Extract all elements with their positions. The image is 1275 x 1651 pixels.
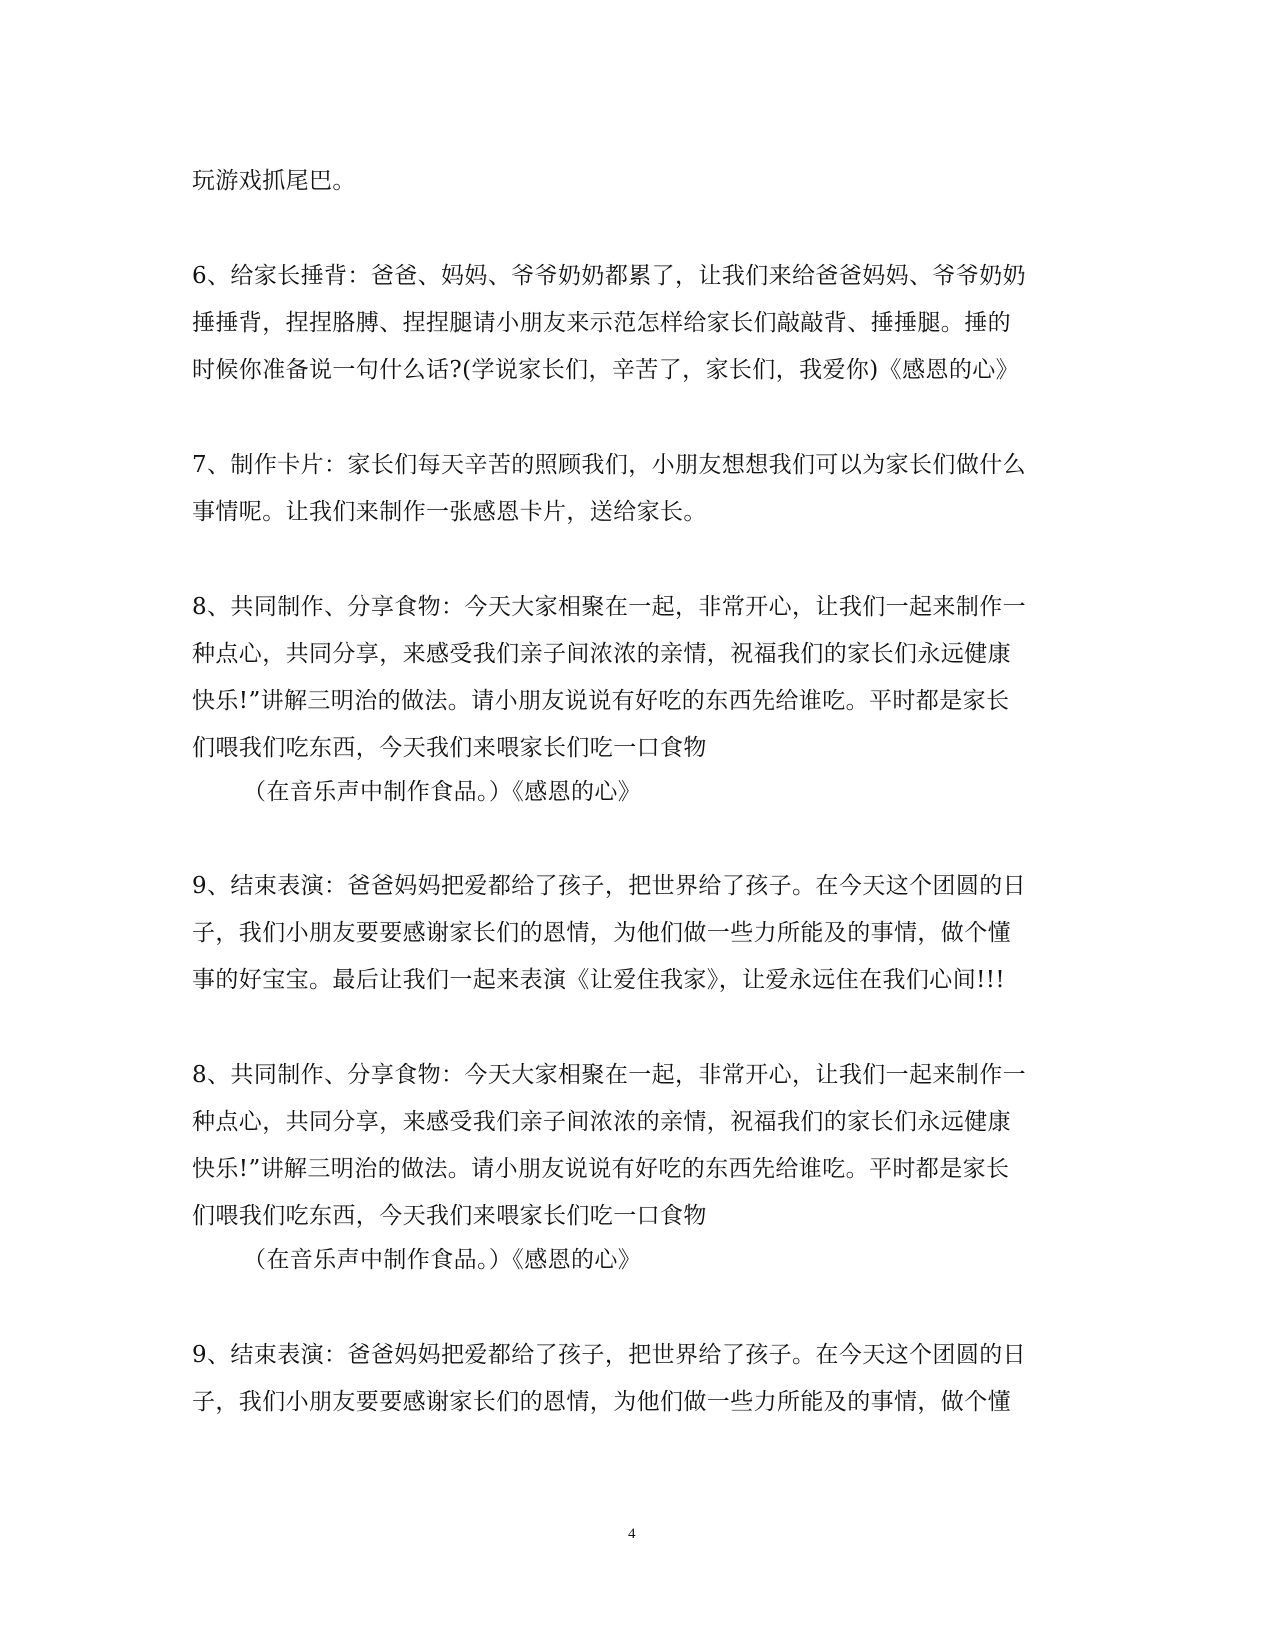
text-line: 时候你准备说一句什么话?(学说家长们，辛苦了，家长们，我爱你)《感恩的心》 <box>192 357 1020 383</box>
text-line: 8、共同制作、分享食物：今天大家相聚在一起，非常开心，让我们一起来制作一 <box>192 1062 1027 1088</box>
page-number: 4 <box>628 1526 636 1542</box>
text-line: 事的好宝宝。最后让我们一起来表演《让爱住我家》，让爱永远住在我们心间!!! <box>192 967 1006 993</box>
text-line: 快乐!”讲解三明治的做法。请小朋友说说有好吃的东西先给谁吃。平时都是家长 <box>192 1156 1010 1182</box>
text-line: 种点心，共同分享，来感受我们亲子间浓浓的亲情，祝福我们的家长们永远健康 <box>192 641 1011 667</box>
text-line: 子，我们小朋友要要感谢家长们的恩情，为他们做一些力所能及的事情，做个懂 <box>192 920 1011 946</box>
text-line: 种点心，共同分享，来感受我们亲子间浓浓的亲情，祝福我们的家长们永远健康 <box>192 1109 1011 1135</box>
text-line: 玩游戏抓尾巴。 <box>192 168 356 194</box>
text-line: 9、结束表演：爸爸妈妈把爱都给了孩子，把世界给了孩子。在今天这个团圆的日 <box>192 1342 1027 1368</box>
text-line: 捶捶背，捏捏胳膊、捏捏腿请小朋友来示范怎样给家长们敲敲背、捶捶腿。捶的 <box>192 310 1011 336</box>
text-line: 们喂我们吃东西，今天我们来喂家长们吃一口食物 <box>192 735 707 761</box>
text-line: 们喂我们吃东西，今天我们来喂家长们吃一口食物 <box>192 1203 707 1229</box>
text-line: 子，我们小朋友要要感谢家长们的恩情，为他们做一些力所能及的事情，做个懂 <box>192 1389 1011 1415</box>
text-line: 6、给家长捶背：爸爸、妈妈、爷爷奶奶都累了，让我们来给爸爸妈妈、爷爷奶奶 <box>192 263 1027 289</box>
text-line: 事情呢。让我们来制作一张感恩卡片，送给家长。 <box>192 499 707 525</box>
text-line: 7、制作卡片：家长们每天辛苦的照顾我们，小朋友想想我们可以为家长们做什么 <box>192 452 1027 478</box>
text-line: （在音乐声中制作食品。）《感恩的心》 <box>243 1247 642 1273</box>
text-line: 8、共同制作、分享食物：今天大家相聚在一起，非常开心，让我们一起来制作一 <box>192 594 1027 620</box>
text-line: （在音乐声中制作食品。）《感恩的心》 <box>243 779 642 805</box>
text-line: 9、结束表演：爸爸妈妈把爱都给了孩子，把世界给了孩子。在今天这个团圆的日 <box>192 873 1027 899</box>
text-line: 快乐!”讲解三明治的做法。请小朋友说说有好吃的东西先给谁吃。平时都是家长 <box>192 688 1010 714</box>
